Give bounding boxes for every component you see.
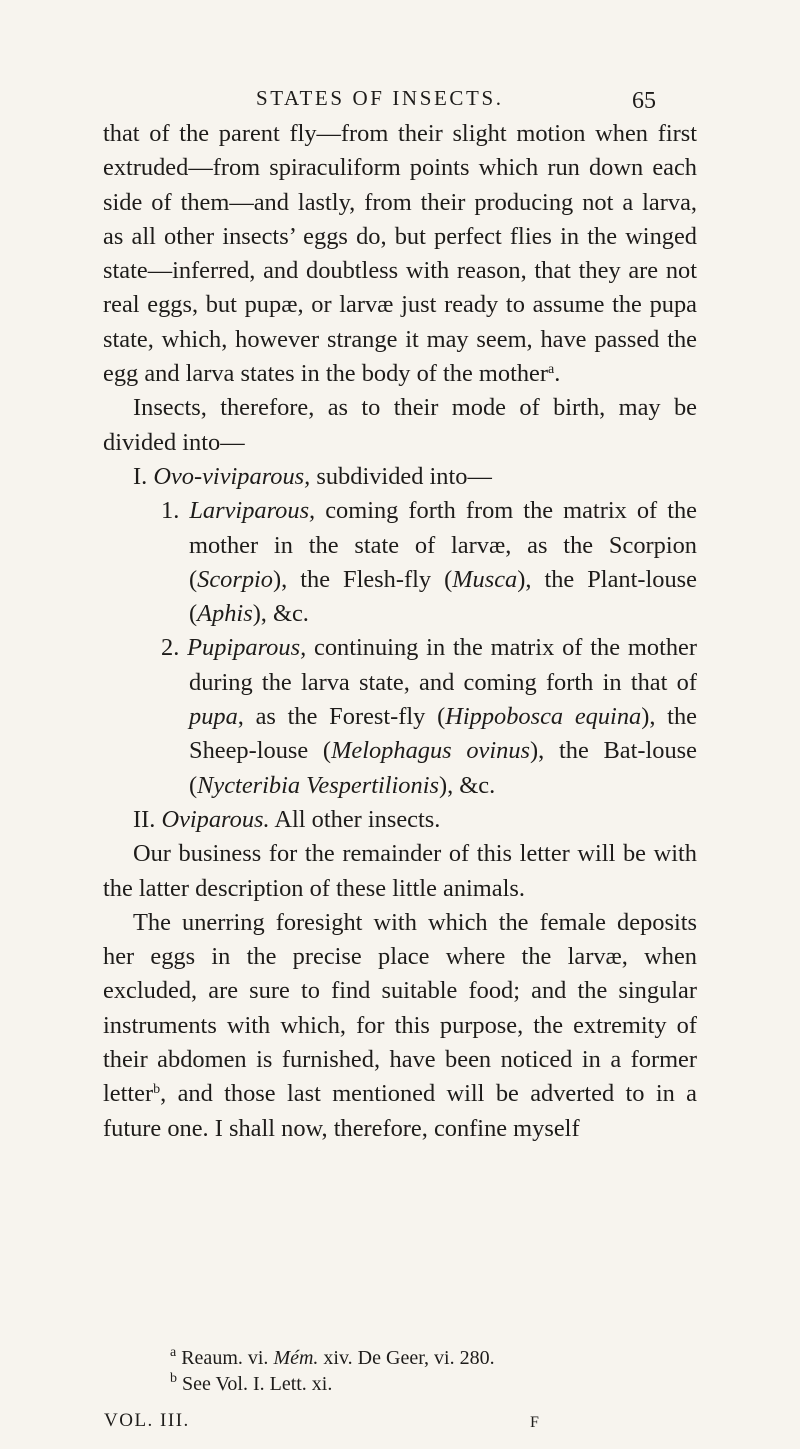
list-item [103, 494, 697, 631]
footnote-b [170, 1371, 730, 1397]
footnote-mark: b [170, 1371, 177, 1386]
paragraph [103, 837, 697, 906]
latin-name: Melophagus ovinus [331, 737, 531, 765]
signature-mark: F [530, 1414, 539, 1431]
paragraph-text: that of the parent fly—from their slight motion when first extruded—from spiraculiform points which run down each side of them—and lastly, from their producing not a larva, as all other insects’ eggs do, but perfect flies in the winged state—inferred, and doubtless with reason, that they are not real eggs, but pupæ, or larvæ just ready to assume the pupa state, which, however strange it may seem, have passed the egg and larva states in the body of the mother [103, 120, 697, 388]
list-title: Oviparous. [161, 805, 270, 833]
paragraph-text: Insects, therefore, as to their mode of birth, may be divided into— [103, 394, 697, 456]
list-title: Pupiparous, [187, 634, 307, 662]
list-text: ), the Flesh-fly ( [273, 565, 453, 593]
paragraph-text: The unerring foresight with which the female deposits her eggs in the precise place where the larvæ, when excluded, are sure to find suitable food; and the singular instruments with which, for this purpose, the extremity of their abdomen is furnished, have been noticed in a former letter [103, 908, 697, 1108]
list-text: , as the Forest-fly ( [237, 703, 446, 731]
body-text [103, 117, 697, 1146]
paragraph [103, 391, 697, 460]
latin-name: Scorpio [197, 565, 274, 593]
volume-label: VOL. III. [104, 1410, 190, 1431]
signature-line [0, 1410, 800, 1440]
list-text: ), &c. [438, 771, 496, 799]
footnote-text: Reaum. vi. [176, 1347, 274, 1369]
list-item [103, 631, 697, 802]
latin-name: Nycteribia Vespertilionis [197, 771, 439, 799]
paragraph [103, 906, 697, 1146]
list-text: coming forth from the matrix of the mother in the state of larvæ, as the Scorpion ( [189, 497, 697, 593]
list-title: Ovo-viviparous, [153, 462, 311, 490]
term: pupa [189, 703, 238, 731]
footnote-text: See Vol. I. Lett. xi. [177, 1373, 333, 1395]
list-number: II. [133, 805, 156, 833]
footnote-ref: a [548, 362, 555, 378]
list-text: continuing in the matrix of the mother during the larva state, and coming forth in that of [189, 634, 697, 696]
footnote-a [170, 1345, 730, 1371]
paragraph [103, 117, 697, 391]
list-text: subdivided into— [310, 462, 492, 490]
paragraph-text: , and those last mentioned will be adverted to in a future one. I shall now, therefore, confine myself [103, 1080, 697, 1142]
latin-name: Hippobosca equina [445, 703, 642, 731]
list-number: 2. [161, 634, 180, 662]
footnote-text: xiv. De Geer, vi. 280. [318, 1347, 495, 1369]
page-header [0, 86, 800, 116]
list-text: ), the Sheep-louse ( [189, 703, 697, 765]
paragraph-text: Our business for the remainder of this letter will be with the latter description of these little animals. [103, 840, 697, 902]
list-number: 1. [161, 497, 180, 525]
list-text: ), &c. [252, 600, 309, 628]
latin-name: Musca [452, 565, 518, 593]
footnote-italic: Mém. [273, 1347, 319, 1369]
latin-name: Aphis [197, 600, 253, 628]
footnote-ref: b [153, 1082, 161, 1098]
page-number: 65 [632, 88, 656, 114]
list-text: ), the Plant-louse ( [189, 565, 697, 628]
list-title: Larviparous, [189, 497, 316, 525]
paragraph-end: . [554, 360, 561, 388]
list-number: I. [133, 462, 148, 490]
list-item [103, 460, 697, 494]
footnote-mark: a [170, 1345, 177, 1360]
footnotes [170, 1345, 730, 1397]
list-text: All other insects. [269, 805, 441, 833]
list-item [103, 803, 697, 837]
running-head: STATES OF INSECTS. [256, 86, 504, 110]
list-text: ), the Bat-louse ( [189, 737, 697, 799]
